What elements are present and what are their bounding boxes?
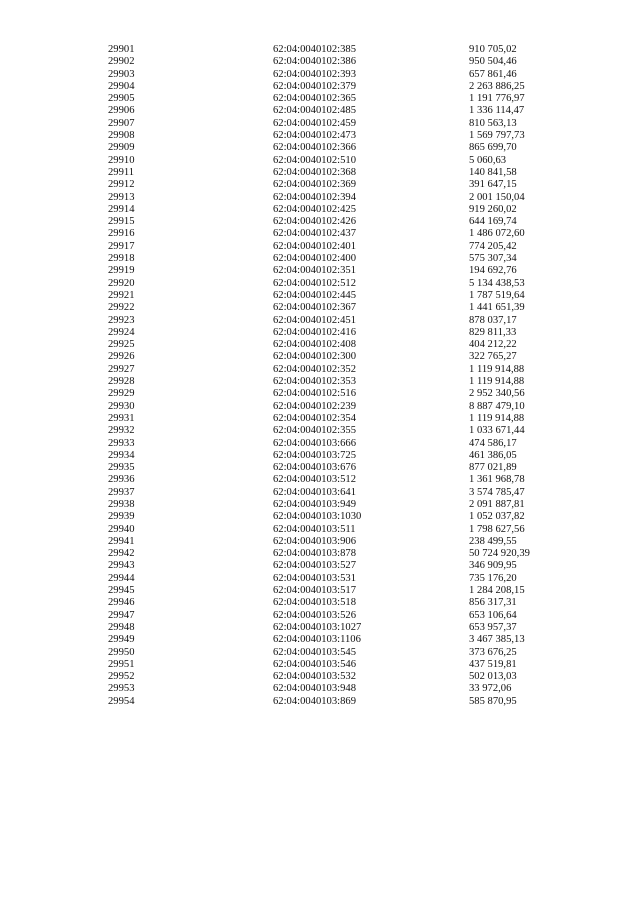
table-row: [108, 438, 578, 450]
cadastral-value-cell: 194 692,76: [469, 265, 517, 277]
cadastral-number-cell: 62:04:0040103:1027: [273, 621, 362, 633]
cadastral-value-cell: 437 519,81: [469, 658, 517, 670]
cadastral-number-cell: 62:04:0040102:300: [273, 351, 356, 363]
cadastral-value-cell: 1 119 914,88: [469, 412, 525, 424]
cadastral-value-cell: 1 191 776,97: [469, 93, 525, 105]
cadastral-value-cell: 5 060,63: [469, 154, 507, 166]
table-row: [108, 536, 578, 548]
table-row: [108, 130, 578, 142]
table-row: [108, 450, 578, 462]
cadastral-value-cell: 950 504,46: [469, 56, 517, 68]
cadastral-number-cell: 62:04:0040102:366: [273, 142, 356, 154]
cadastral-number-cell: 62:04:0040102:352: [273, 363, 356, 375]
table-row: [108, 671, 578, 683]
cadastral-number-cell: 62:04:0040102:426: [273, 216, 356, 228]
cadastral-number-cell: 62:04:0040102:400: [273, 253, 356, 265]
row-number-cell: 29926: [108, 351, 135, 363]
table-row: [108, 179, 578, 191]
row-number-cell: 29916: [108, 228, 135, 240]
table-row: [108, 610, 578, 622]
row-number-cell: 29905: [108, 93, 135, 105]
table-row: [108, 315, 578, 327]
row-number-cell: 29935: [108, 462, 135, 474]
cadastral-number-cell: 62:04:0040102:408: [273, 339, 356, 351]
cadastral-value-cell: 2 001 150,04: [469, 191, 525, 203]
row-number-cell: 29915: [108, 216, 135, 228]
cadastral-value-cell: 322 765,27: [469, 351, 517, 363]
cadastral-value-cell: 404 212,22: [469, 339, 517, 351]
cadastral-number-cell: 62:04:0040102:355: [273, 425, 356, 437]
table-row: [108, 118, 578, 130]
table-row: [108, 302, 578, 314]
cadastral-number-cell: 62:04:0040102:485: [273, 105, 356, 117]
row-number-cell: 29943: [108, 560, 135, 572]
cadastral-value-cell: 878 037,17: [469, 314, 517, 326]
table-body: [108, 44, 578, 708]
row-number-cell: 29936: [108, 474, 135, 486]
row-number-cell: 29919: [108, 265, 135, 277]
cadastral-value-cell: 877 021,89: [469, 462, 517, 474]
row-number-cell: 29913: [108, 191, 135, 203]
table-row: [108, 499, 578, 511]
cadastral-value-cell: 461 386,05: [469, 449, 517, 461]
row-number-cell: 29917: [108, 240, 135, 252]
cadastral-value-cell: 919 260,02: [469, 203, 517, 215]
cadastral-value-cell: 50 724 920,39: [469, 548, 530, 560]
cadastral-number-cell: 62:04:0040103:1030: [273, 511, 362, 523]
table-row: [108, 560, 578, 572]
cadastral-number-cell: 62:04:0040102:393: [273, 68, 356, 80]
table-row: [108, 683, 578, 695]
cadastral-value-cell: 3 467 385,13: [469, 634, 525, 646]
cadastral-value-cell: 1 119 914,88: [469, 376, 525, 388]
cadastral-value-cell: 140 841,58: [469, 166, 517, 178]
row-number-cell: 29912: [108, 179, 135, 191]
cadastral-number-cell: 62:04:0040102:367: [273, 302, 356, 314]
row-number-cell: 29922: [108, 302, 135, 314]
table-row: [108, 388, 578, 400]
cadastral-value-cell: 1 052 037,82: [469, 511, 525, 523]
cadastral-number-cell: 62:04:0040103:518: [273, 597, 356, 609]
row-number-cell: 29934: [108, 449, 135, 461]
cadastral-number-cell: 62:04:0040102:239: [273, 400, 356, 412]
table-row: [108, 376, 578, 388]
cadastral-value-cell: 2 952 340,56: [469, 388, 525, 400]
cadastral-number-cell: 62:04:0040103:527: [273, 560, 356, 572]
cadastral-number-cell: 62:04:0040102:512: [273, 277, 356, 289]
table-row: [108, 228, 578, 240]
cadastral-number-cell: 62:04:0040102:379: [273, 80, 356, 92]
table-row: [108, 278, 578, 290]
cadastral-value-cell: 1 284 208,15: [469, 585, 525, 597]
cadastral-value-table: [108, 44, 578, 708]
table-row: [108, 413, 578, 425]
cadastral-value-cell: 810 563,13: [469, 117, 517, 129]
table-row: [108, 142, 578, 154]
cadastral-number-cell: 62:04:0040103:725: [273, 449, 356, 461]
table-row: [108, 597, 578, 609]
cadastral-number-cell: 62:04:0040102:351: [273, 265, 356, 277]
cadastral-value-cell: 657 861,46: [469, 68, 517, 80]
cadastral-value-cell: 1 441 651,39: [469, 302, 525, 314]
table-row: [108, 622, 578, 634]
cadastral-value-cell: 575 307,34: [469, 253, 517, 265]
cadastral-value-cell: 653 106,64: [469, 609, 517, 621]
table-row: [108, 204, 578, 216]
cadastral-value-cell: 856 317,31: [469, 597, 517, 609]
table-row: [108, 265, 578, 277]
table-row: [108, 425, 578, 437]
cadastral-number-cell: 62:04:0040102:385: [273, 44, 356, 55]
row-number-cell: 29918: [108, 253, 135, 265]
table-row: [108, 524, 578, 536]
table-row: [108, 105, 578, 117]
cadastral-number-cell: 62:04:0040103:641: [273, 486, 356, 498]
cadastral-number-cell: 62:04:0040103:526: [273, 609, 356, 621]
table-row: [108, 93, 578, 105]
cadastral-number-cell: 62:04:0040103:949: [273, 498, 356, 510]
cadastral-number-cell: 62:04:0040102:459: [273, 117, 356, 129]
row-number-cell: 29901: [108, 44, 135, 55]
cadastral-number-cell: 62:04:0040103:906: [273, 535, 356, 547]
cadastral-number-cell: 62:04:0040103:948: [273, 683, 356, 695]
table-row: [108, 364, 578, 376]
cadastral-number-cell: 62:04:0040102:437: [273, 228, 356, 240]
row-number-cell: 29903: [108, 68, 135, 80]
cadastral-number-cell: 62:04:0040103:511: [273, 523, 356, 535]
cadastral-value-cell: 1 787 519,64: [469, 289, 525, 301]
cadastral-number-cell: 62:04:0040103:517: [273, 585, 356, 597]
cadastral-value-cell: 1 336 114,47: [469, 105, 525, 117]
cadastral-value-cell: 1 361 968,78: [469, 474, 525, 486]
table-row: [108, 511, 578, 523]
cadastral-value-cell: 1 486 072,60: [469, 228, 525, 240]
row-number-cell: 29951: [108, 658, 135, 670]
cadastral-value-cell: 1 569 797,73: [469, 130, 525, 142]
cadastral-value-cell: 1 798 627,56: [469, 523, 525, 535]
cadastral-value-cell: 865 699,70: [469, 142, 517, 154]
cadastral-number-cell: 62:04:0040102:369: [273, 179, 356, 191]
row-number-cell: 29938: [108, 498, 135, 510]
cadastral-number-cell: 62:04:0040102:473: [273, 130, 356, 142]
row-number-cell: 29945: [108, 585, 135, 597]
row-number-cell: 29944: [108, 572, 135, 584]
row-number-cell: 29909: [108, 142, 135, 154]
table-row: [108, 659, 578, 671]
table-row: [108, 647, 578, 659]
cadastral-number-cell: 62:04:0040102:425: [273, 203, 356, 215]
table-row: [108, 462, 578, 474]
row-number-cell: 29906: [108, 105, 135, 117]
table-row: [108, 474, 578, 486]
row-number-cell: 29932: [108, 425, 135, 437]
table-row: [108, 253, 578, 265]
cadastral-number-cell: 62:04:0040103:545: [273, 646, 356, 658]
cadastral-number-cell: 62:04:0040103:512: [273, 474, 356, 486]
row-number-cell: 29947: [108, 609, 135, 621]
row-number-cell: 29948: [108, 621, 135, 633]
row-number-cell: 29910: [108, 154, 135, 166]
table-row: [108, 585, 578, 597]
cadastral-value-cell: 1 033 671,44: [469, 425, 525, 437]
row-number-cell: 29904: [108, 80, 135, 92]
row-number-cell: 29950: [108, 646, 135, 658]
cadastral-value-cell: 346 909,95: [469, 560, 517, 572]
cadastral-value-cell: 585 870,95: [469, 695, 517, 707]
table-row: [108, 573, 578, 585]
cadastral-number-cell: 62:04:0040102:451: [273, 314, 356, 326]
row-number-cell: 29929: [108, 388, 135, 400]
cadastral-value-cell: 644 169,74: [469, 216, 517, 228]
table-row: [108, 167, 578, 179]
cadastral-number-cell: 62:04:0040103:676: [273, 462, 356, 474]
table-row: [108, 696, 578, 708]
cadastral-value-cell: 653 957,37: [469, 621, 517, 633]
row-number-cell: 29924: [108, 326, 135, 338]
cadastral-value-cell: 2 091 887,81: [469, 498, 525, 510]
row-number-cell: 29930: [108, 400, 135, 412]
cadastral-number-cell: 62:04:0040102:394: [273, 191, 356, 203]
table-row: [108, 339, 578, 351]
cadastral-number-cell: 62:04:0040102:368: [273, 166, 356, 178]
row-number-cell: 29923: [108, 314, 135, 326]
table-row: [108, 290, 578, 302]
cadastral-number-cell: 62:04:0040102:386: [273, 56, 356, 68]
cadastral-value-cell: 910 705,02: [469, 44, 517, 55]
cadastral-value-cell: 474 586,17: [469, 437, 517, 449]
row-number-cell: 29933: [108, 437, 135, 449]
row-number-cell: 29942: [108, 548, 135, 560]
cadastral-number-cell: 62:04:0040103:878: [273, 548, 356, 560]
cadastral-value-cell: 502 013,03: [469, 671, 517, 683]
cadastral-number-cell: 62:04:0040103:666: [273, 437, 356, 449]
table-row: [108, 351, 578, 363]
row-number-cell: 29911: [108, 166, 135, 178]
table-row: [108, 327, 578, 339]
row-number-cell: 29927: [108, 363, 135, 375]
table-row: [108, 56, 578, 68]
cadastral-number-cell: 62:04:0040103:532: [273, 671, 356, 683]
cadastral-number-cell: 62:04:0040102:445: [273, 289, 356, 301]
table-row: [108, 634, 578, 646]
row-number-cell: 29952: [108, 671, 135, 683]
cadastral-number-cell: 62:04:0040102:416: [273, 326, 356, 338]
table-row: [108, 81, 578, 93]
cadastral-value-cell: 5 134 438,53: [469, 277, 525, 289]
cadastral-number-cell: 62:04:0040102:516: [273, 388, 356, 400]
row-number-cell: 29931: [108, 412, 135, 424]
row-number-cell: 29921: [108, 289, 135, 301]
row-number-cell: 29953: [108, 683, 135, 695]
cadastral-value-cell: 33 972,06: [469, 683, 512, 695]
table-row: [108, 44, 578, 56]
row-number-cell: 29937: [108, 486, 135, 498]
cadastral-number-cell: 62:04:0040102:365: [273, 93, 356, 105]
cadastral-value-cell: 3 574 785,47: [469, 486, 525, 498]
cadastral-value-cell: 373 676,25: [469, 646, 517, 658]
cadastral-value-cell: 8 887 479,10: [469, 400, 525, 412]
cadastral-value-cell: 1 119 914,88: [469, 363, 525, 375]
table-row: [108, 192, 578, 204]
row-number-cell: 29908: [108, 130, 135, 142]
row-number-cell: 29928: [108, 376, 135, 388]
row-number-cell: 29939: [108, 511, 135, 523]
cadastral-value-cell: 774 205,42: [469, 240, 517, 252]
row-number-cell: 29941: [108, 535, 135, 547]
table-row: [108, 241, 578, 253]
table-row: [108, 548, 578, 560]
row-number-cell: 29954: [108, 695, 135, 707]
row-number-cell: 29914: [108, 203, 135, 215]
cadastral-value-cell: 829 811,33: [469, 326, 517, 338]
cadastral-value-cell: 735 176,20: [469, 572, 517, 584]
table-row: [108, 487, 578, 499]
row-number-cell: 29949: [108, 634, 135, 646]
table-row: [108, 216, 578, 228]
cadastral-number-cell: 62:04:0040102:354: [273, 412, 356, 424]
cadastral-number-cell: 62:04:0040102:353: [273, 376, 356, 388]
cadastral-number-cell: 62:04:0040103:531: [273, 572, 356, 584]
table-row: [108, 401, 578, 413]
table-row: [108, 69, 578, 81]
table-row: [108, 155, 578, 167]
cadastral-number-cell: 62:04:0040103:1106: [273, 634, 361, 646]
cadastral-number-cell: 62:04:0040103:869: [273, 695, 356, 707]
row-number-cell: 29940: [108, 523, 135, 535]
row-number-cell: 29920: [108, 277, 135, 289]
cadastral-value-cell: 2 263 886,25: [469, 80, 525, 92]
row-number-cell: 29946: [108, 597, 135, 609]
cadastral-number-cell: 62:04:0040102:510: [273, 154, 356, 166]
row-number-cell: 29902: [108, 56, 135, 68]
cadastral-value-cell: 391 647,15: [469, 179, 517, 191]
cadastral-number-cell: 62:04:0040102:401: [273, 240, 356, 252]
cadastral-number-cell: 62:04:0040103:546: [273, 658, 356, 670]
cadastral-value-cell: 238 499,55: [469, 535, 517, 547]
row-number-cell: 29907: [108, 117, 135, 129]
row-number-cell: 29925: [108, 339, 135, 351]
